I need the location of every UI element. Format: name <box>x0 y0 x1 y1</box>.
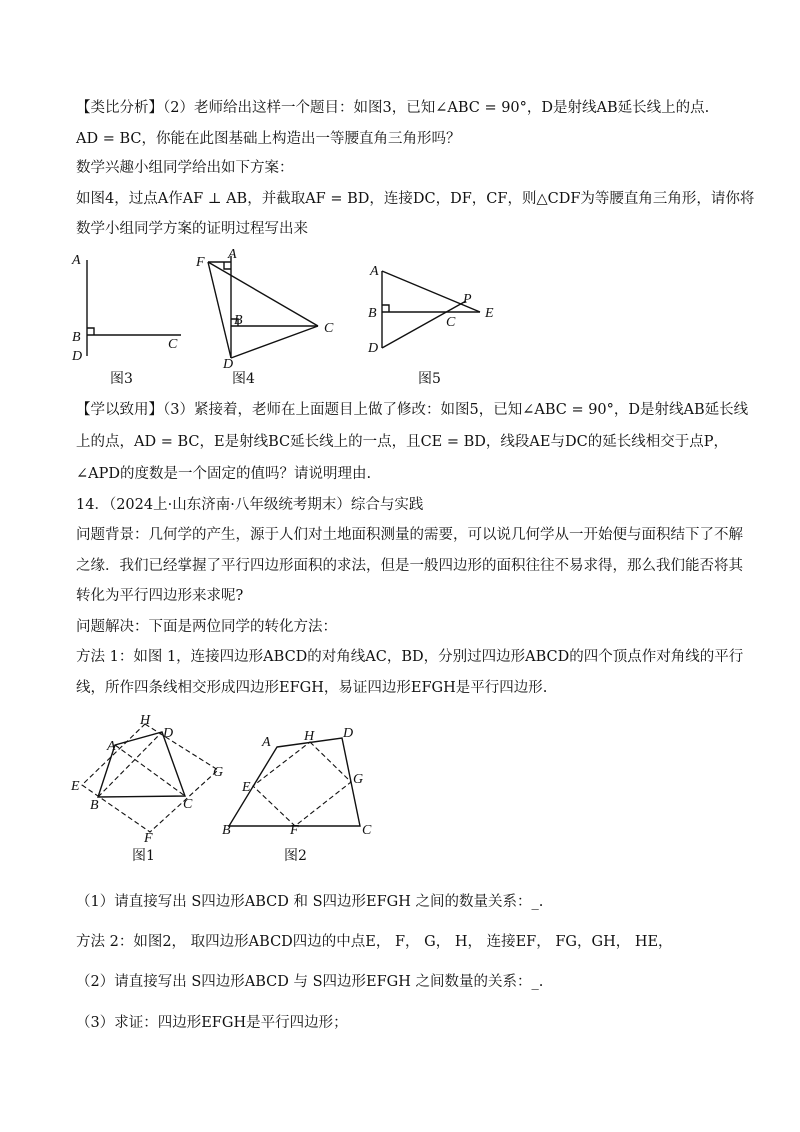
label-F: F <box>290 823 299 838</box>
figure-4 <box>195 247 334 387</box>
figure-caption: 图5 <box>418 371 441 387</box>
label-C: C <box>183 797 193 812</box>
label-A: A <box>262 735 271 750</box>
label-D: D <box>368 341 379 356</box>
figure-1 <box>70 713 223 864</box>
label-E: E <box>485 306 494 321</box>
label-F: F <box>144 831 153 846</box>
label-G: G <box>213 765 224 780</box>
figure-3 <box>71 253 181 387</box>
label-A: A <box>370 264 379 279</box>
text-line: 问题解决：下面是两位同学的转化方法： <box>76 619 337 635</box>
figure-caption: 图4 <box>232 371 255 387</box>
text-line: 转化为平行四边形来求呢? <box>76 588 244 604</box>
label-B: B <box>90 798 99 813</box>
text-line: 线，所作四条线相交形成四边形EFGH，易证四边形EFGH是平行四边形. <box>76 680 548 696</box>
text-line: 问题背景：几何学的产生，源于人们对土地面积测量的需要，可以说几何学从一开始便与面积结下了不解 <box>76 527 743 543</box>
text-line: 【类比分析】（2）老师给出这样一个题目：如图3，已知∠ABC = 90°，D是射线AB延长线上的点. <box>76 100 710 116</box>
text-line: （3）求证：四边形EFGH是平行四边形； <box>76 1015 348 1031</box>
text-line: 上的点，AD = BC，E是射线BC延长线上的一点，且CE = BD，线段AE与DC的延长线相交于点P， <box>76 434 728 450</box>
label-B: B <box>222 823 231 838</box>
label-B: B <box>72 330 81 345</box>
text-line: 方法 2：如图2， 取四边形ABCD四边的中点E， F， G， H， 连接EF， FG，GH， HE， <box>76 934 673 950</box>
figure-1-2 <box>0 710 800 870</box>
label-H: H <box>304 729 315 744</box>
figure-5 <box>367 264 494 387</box>
label-A: A <box>228 247 237 262</box>
figure-2 <box>222 726 372 864</box>
label-D: D <box>223 357 234 372</box>
figure-3-4-5 <box>0 248 800 408</box>
figure-caption: 图3 <box>110 371 133 387</box>
label-C: C <box>446 315 456 330</box>
text-line: 数学小组同学方案的证明过程写出来 <box>76 221 308 237</box>
label-D: D <box>72 349 83 364</box>
label-B: B <box>234 313 243 328</box>
text-line: （2）请直接写出 S四边形ABCD 与 S四边形EFGH 之间数量的关系：_. <box>76 974 544 990</box>
text-line: 数学兴趣小组同学给出如下方案： <box>76 160 294 176</box>
text-line: AD = BC，你能在此图基础上构造出一等腰直角三角形吗？ <box>76 131 461 147</box>
label-C: C <box>362 823 372 838</box>
label-C: C <box>324 321 334 336</box>
figure-caption: 图1 <box>132 848 155 864</box>
text-line: 方法 1：如图 1，连接四边形ABCD的对角线AC，BD，分别过四边形ABCD的四个顶点作对角线的平行 <box>76 649 744 665</box>
label-E: E <box>71 779 80 794</box>
figure-caption: 图2 <box>284 848 307 864</box>
label-F: F <box>196 255 205 270</box>
text-line: ∠APD的度数是一个固定的值吗？请说明理由. <box>76 466 372 482</box>
label-D: D <box>163 726 174 741</box>
label-A: A <box>107 739 116 754</box>
text-line: 之缘．我们已经掌握了平行四边形面积的求法，但是一般四边形的面积往往不易求得，那么我们能否将其 <box>76 558 743 574</box>
label-E: E <box>242 780 251 795</box>
question-heading: 14．（2024上·山东济南·八年级统考期末）综合与实践 <box>76 497 424 513</box>
text-line: （1）请直接写出 S四边形ABCD 和 S四边形EFGH 之间的数量关系：_. <box>76 894 544 910</box>
label-B: B <box>368 306 377 321</box>
label-A: A <box>72 253 81 268</box>
label-H: H <box>140 713 151 728</box>
text-line: 【学以致用】（3）紧接着，老师在上面题目上做了修改：如图5，已知∠ABC = 90°，D是射线AB延长线 <box>76 402 749 418</box>
label-G: G <box>353 772 364 787</box>
label-P: P <box>463 292 472 307</box>
text-line: 如图4，过点A作AF ⊥ AB，并截取AF = BD，连接DC，DF，CF，则△CDF为等腰直角三角形，请你将 <box>76 191 755 207</box>
label-C: C <box>168 337 178 352</box>
label-D: D <box>343 726 354 741</box>
